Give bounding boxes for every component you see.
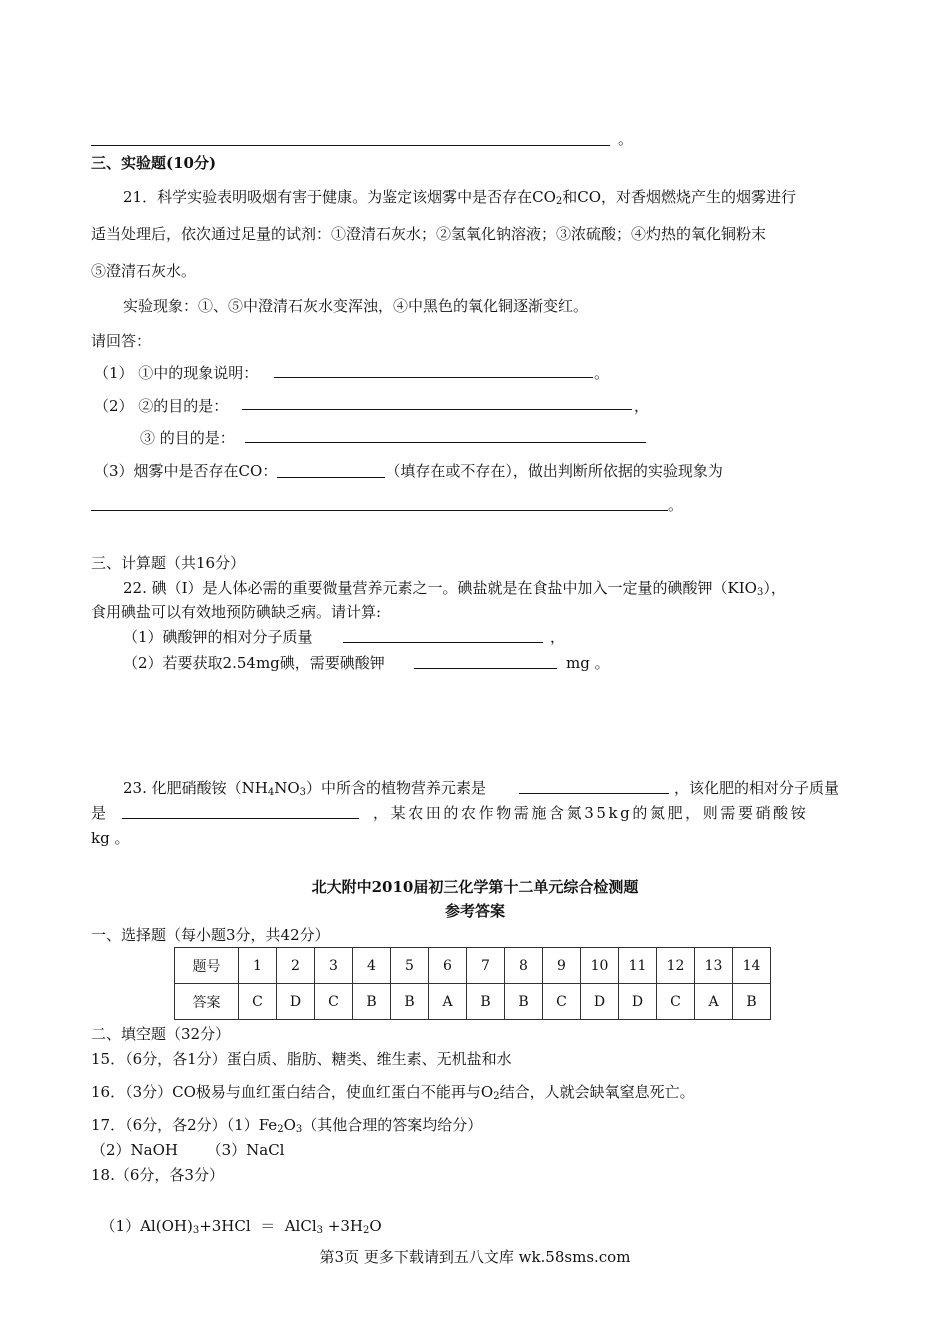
q21-part2b: ③ 的目的是： [140, 429, 235, 447]
q21-ask: 请回答： [91, 332, 152, 350]
table-cell: 1 [239, 948, 277, 984]
end-punct: 。 [618, 130, 634, 148]
table-cell: 9 [543, 948, 581, 984]
q23-line3: kg 。 [91, 829, 130, 847]
q22-part2: （2）若要获取2.54mg碘，需要碘酸钾 [123, 654, 385, 672]
q23-line1-tail: ，该化肥的相对分子质量 [674, 779, 840, 797]
q21-part2-end: ， [634, 397, 650, 415]
q23-line1: 23. 化肥硝酸铵$(NH_4NO_3)$中所含的植物营养元素是 [123, 779, 487, 798]
page-footer: 第3页 更多下载请到五八文库 wk.58sms.com [319, 1248, 631, 1266]
answer-18-1: $(1)Al(OH)_3+3HCl$ ＝ AlCl$_3$ $+3H_2O$ [100, 1217, 382, 1236]
q21-line1: 21．科学实验表明吸烟有害于健康。为鉴定该烟雾中是否存在$CO_2$和CO，对香烟燃烧产生的烟雾进行 [123, 188, 797, 207]
table-row [175, 948, 771, 984]
section-heading-experiment: 三、实验题(10分) [91, 154, 217, 172]
table-cell: 10 [581, 948, 619, 984]
table-cell: 答案 [175, 984, 239, 1020]
table-cell: D [619, 984, 657, 1020]
table-cell: D [277, 984, 315, 1020]
q21-part2-blank[interactable] [242, 409, 632, 410]
answer-17: 17．（6分，各2分）$(1)Fe_2O_3$（其他合理的答案均给分） [91, 1116, 483, 1135]
q21-phenomenon: 实验现象：①、⑤中澄清石灰水变浑浊，④中黑色的氧化铜逐渐变红。 [123, 297, 589, 315]
answer-15: 15．（6分，各1分）蛋白质、脂肪、糖类、维生素、无机盐和水 [91, 1050, 512, 1068]
table-row [175, 984, 771, 1020]
table-cell: B [505, 984, 543, 1020]
q22-part1-blank[interactable] [343, 642, 543, 643]
table-cell: B [391, 984, 429, 1020]
table-cell: C [543, 984, 581, 1020]
q21-part3-blank-long[interactable] [91, 510, 668, 511]
q21-line2: 适当处理后，依次通过足量的试剂：①澄清石灰水；②氢氧化钠溶液；③浓硫酸；④灼热的氧化铜粉末 [91, 225, 767, 243]
q21-part3: （3）烟雾中是否存在CO： （填存在或不存在），做出判断所依据的实验现象为 [94, 462, 723, 480]
q22-line2: 食用碘盐可以有效地预防碘缺乏病。请计算: [91, 603, 382, 621]
table-cell: 5 [391, 948, 429, 984]
table-cell: 6 [429, 948, 467, 984]
answer-18: 18.（6分，各3分） [91, 1166, 224, 1184]
q21-line3: ⑤澄清石灰水。 [91, 262, 197, 280]
section-heading-calc: 三、计算题（共16分） [91, 554, 246, 572]
answer-blank-line[interactable] [91, 145, 610, 146]
q21-part1: （1） ①中的现象说明： [94, 364, 259, 382]
q21-part1-end: 。 [594, 364, 610, 382]
table-cell: 11 [619, 948, 657, 984]
answers-subtitle: 参考答案 [444, 902, 505, 920]
q21-part1-blank[interactable] [274, 377, 593, 378]
table-cell: A [429, 984, 467, 1020]
answers-title: 北大附中2010届初三化学第十二单元综合检测题 [311, 878, 639, 896]
answers-section1: 一、选择题（每小题3分，共42分） [91, 926, 330, 944]
table-cell: 题号 [175, 948, 239, 984]
answer-table [174, 947, 771, 1020]
q21-part3-end: 。 [668, 496, 684, 514]
q22-part1-end: ， [550, 628, 566, 646]
answer-16: 16．（3分）CO极易与血红蛋白结合，使血红蛋白不能再与$O_2$结合，人就会缺氧窒息死亡。 [91, 1083, 695, 1102]
table-cell: 7 [467, 948, 505, 984]
table-cell: 12 [657, 948, 695, 984]
q21-part3-blank[interactable] [277, 463, 385, 478]
q21-part2: （2） ②的目的是： [94, 397, 229, 415]
table-cell: A [695, 984, 733, 1020]
table-cell: 14 [733, 948, 771, 984]
table-cell: 8 [505, 948, 543, 984]
table-cell: C [315, 984, 353, 1020]
q23-blank2[interactable] [122, 818, 359, 819]
answer-17-line2: （2）NaOH （3）NaCl [91, 1141, 285, 1159]
q21-part2b-blank[interactable] [245, 442, 646, 443]
table-cell: 4 [353, 948, 391, 984]
q22-part2-blank[interactable] [414, 668, 557, 669]
table-cell: 2 [277, 948, 315, 984]
table-cell: D [581, 984, 619, 1020]
table-cell: 13 [695, 948, 733, 984]
q23-line2-b: ，某农田的农作物需施含氮35kg的氮肥，则需要硝酸铵 [373, 804, 809, 822]
table-cell: 3 [315, 948, 353, 984]
q23-blank1[interactable] [519, 793, 669, 794]
q22-line1: 22. 碘（I）是人体必需的重要微量营养元素之一。碘盐就是在食盐中加入一定量的碘酸钾$(KIO_3)$， [123, 579, 786, 598]
q23-line2-a: 是 [91, 804, 107, 822]
q22-part2-end: mg 。 [566, 654, 610, 672]
table-cell: C [239, 984, 277, 1020]
answers-section2: 二、填空题（32分） [91, 1025, 231, 1043]
table-cell: C [657, 984, 695, 1020]
table-cell: B [733, 984, 771, 1020]
table-cell: B [353, 984, 391, 1020]
q22-part1: （1）碘酸钾的相对分子质量 [123, 628, 313, 646]
table-cell: B [467, 984, 505, 1020]
